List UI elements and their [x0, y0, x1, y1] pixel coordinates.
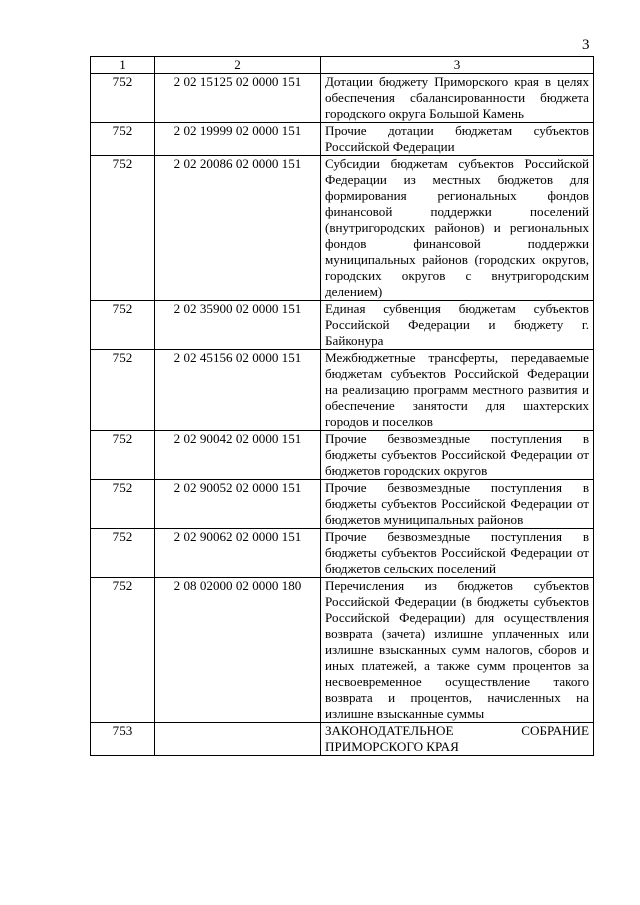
kbk-code-cell: 2 08 02000 02 0000 180 [155, 578, 321, 723]
income-name-cell: Прочие безвозмездные поступления в бюджеты субъектов Российской Федерации от бюджетов муниципальных районов [321, 480, 594, 529]
table-row [91, 156, 594, 301]
admin-code-cell: 752 [91, 123, 155, 156]
kbk-code-cell: 2 02 20086 02 0000 151 [155, 156, 321, 301]
admin-code-cell: 752 [91, 578, 155, 723]
table-row [91, 723, 594, 756]
kbk-code-cell: 2 02 19999 02 0000 151 [155, 123, 321, 156]
admin-code-cell: 752 [91, 301, 155, 350]
table-row [91, 529, 594, 578]
table-row [91, 480, 594, 529]
admin-code-cell: 752 [91, 350, 155, 431]
table-row [91, 350, 594, 431]
header-cell-3: 3 [321, 57, 594, 74]
income-name-cell: Прочие дотации бюджетам субъектов Российской Федерации [321, 123, 594, 156]
admin-code-cell: 752 [91, 431, 155, 480]
kbk-code-cell: 2 02 45156 02 0000 151 [155, 350, 321, 431]
admin-code-cell: 752 [91, 529, 155, 578]
income-name-cell: Межбюджетные трансферты, передаваемые бюджетам субъектов Российской Федерации на реализацию программ местного развития и обеспечение занятости для шахтерских городов и поселков [321, 350, 594, 431]
income-name-cell: Перечисления из бюджетов субъектов Российской Федерации (в бюджеты субъектов Российской Федерации) для осуществления возврата (зачета) излишне уплаченных или излишне взысканных сумм налогов, сборов и иных платежей, а также сумм процентов за несвоевременное осуществление такого возврата и процентов, начисленных на излишне взысканные суммы [321, 578, 594, 723]
kbk-code-cell: 2 02 90052 02 0000 151 [155, 480, 321, 529]
table-row [91, 578, 594, 723]
income-name-cell: Дотации бюджету Приморского края в целях обеспечения сбалансированности бюджета городского округа Большой Камень [321, 74, 594, 123]
budget-codes-table [90, 56, 594, 756]
admin-code-cell: 752 [91, 156, 155, 301]
kbk-code-cell [155, 723, 321, 756]
table-row [91, 301, 594, 350]
header-cell-1: 1 [91, 57, 155, 74]
income-name-cell: Единая субвенция бюджетам субъектов Российской Федерации и бюджету г. Байконура [321, 301, 594, 350]
kbk-code-cell: 2 02 90062 02 0000 151 [155, 529, 321, 578]
income-name-cell: Субсидии бюджетам субъектов Российской Федерации из местных бюджетов для формирования региональных фондов финансовой поддержки поселений (внутригородских районов) и региональных фондов финансовой поддержки муниципальных районов (городских округов, городских округов с внутригородским делением) [321, 156, 594, 301]
kbk-code-cell: 2 02 15125 02 0000 151 [155, 74, 321, 123]
admin-code-cell: 752 [91, 74, 155, 123]
table-row [91, 74, 594, 123]
table-header-row [91, 57, 594, 74]
income-name-cell: Прочие безвозмездные поступления в бюджеты субъектов Российской Федерации от бюджетов сельских поселений [321, 529, 594, 578]
income-name-cell: ЗАКОНОДАТЕЛЬНОЕ СОБРАНИЕ ПРИМОРСКОГО КРАЯ [321, 723, 594, 756]
admin-code-cell: 753 [91, 723, 155, 756]
kbk-code-cell: 2 02 90042 02 0000 151 [155, 431, 321, 480]
admin-code-cell: 752 [91, 480, 155, 529]
income-name-cell: Прочие безвозмездные поступления в бюджеты субъектов Российской Федерации от бюджетов городских округов [321, 431, 594, 480]
header-cell-2: 2 [155, 57, 321, 74]
table-row [91, 431, 594, 480]
page-number: 3 [582, 37, 590, 53]
table-row [91, 123, 594, 156]
kbk-code-cell: 2 02 35900 02 0000 151 [155, 301, 321, 350]
